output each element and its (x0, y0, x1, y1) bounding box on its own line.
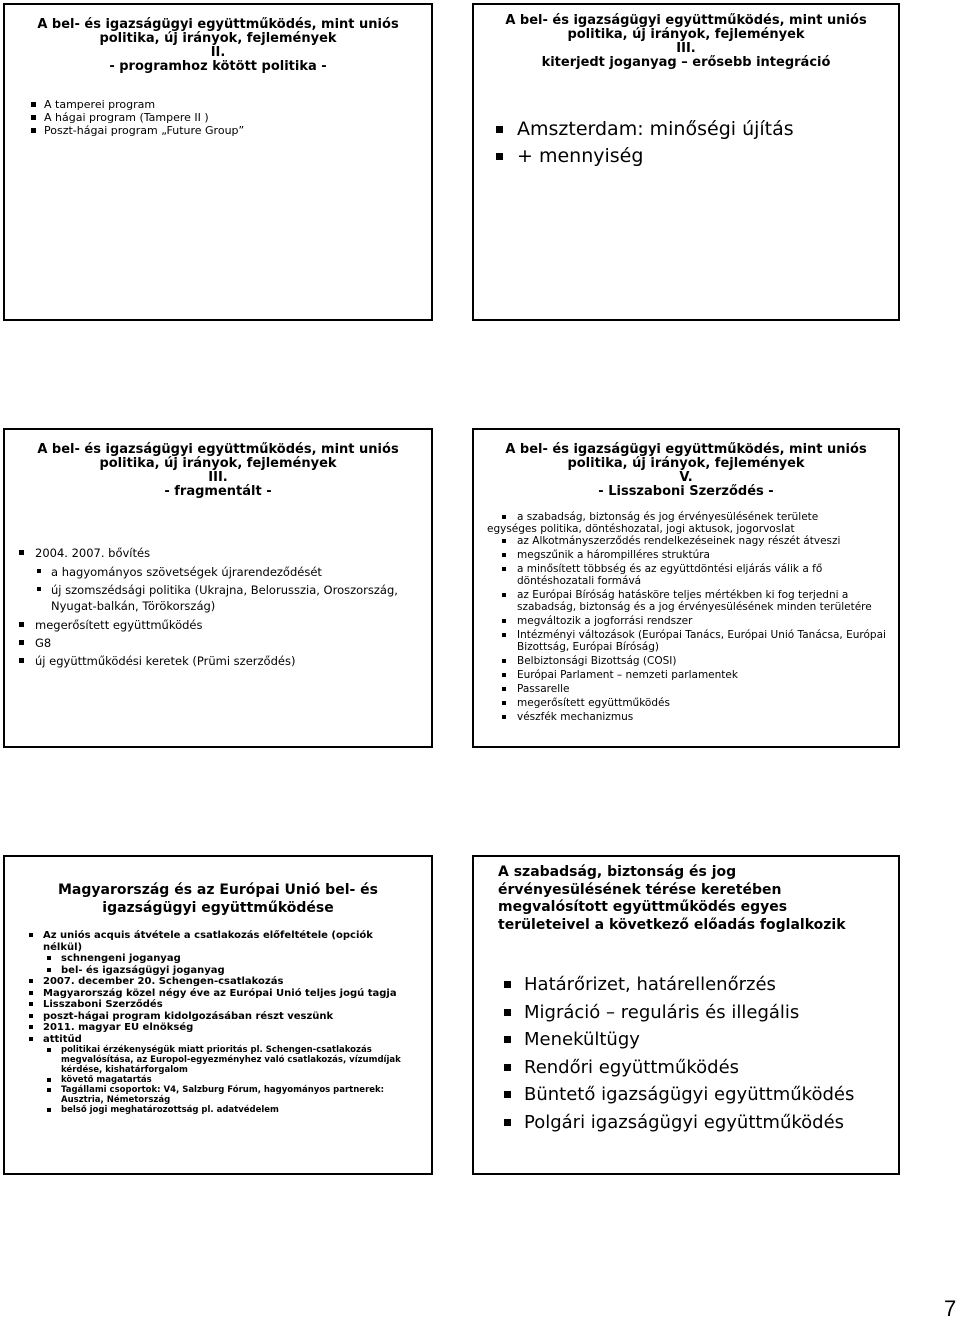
list-item: a szabadság, biztonság és jog érvényesülésének területe (502, 511, 886, 523)
list-item: G8 (19, 634, 431, 652)
slide-5 (3, 855, 433, 1175)
bullet-icon (502, 701, 506, 705)
bullet-icon (502, 687, 506, 691)
bullet-icon (502, 619, 506, 623)
slide-1 (3, 3, 433, 321)
bullet-icon (29, 1025, 33, 1029)
bullet-icon (31, 102, 36, 107)
slide-4-title: A bel- és igazságügyi együttműködés, mint uniós politika, új irányok, fejlemények V. - Lisszaboni Szerződés - (505, 442, 867, 499)
sub-list-item: a hagyományos szövetségek újrarendeződését (37, 564, 431, 580)
slide-6-heading: A szabadság, biztonság és jog érvényesülésének térése keretében megvalósított együttműködés egyes területeivel a következő előadás foglalkozik (498, 864, 846, 933)
bullet-icon (47, 1108, 51, 1112)
bullet-icon (31, 115, 36, 120)
slide-2-list (474, 116, 898, 170)
bullet-icon (47, 1078, 51, 1082)
bullet-icon (504, 1064, 511, 1071)
bullet-icon (504, 1036, 511, 1043)
bullet-icon (19, 658, 24, 663)
slide-4-list (502, 535, 886, 723)
list-item: Rendőri együttműködés (504, 1054, 898, 1082)
bullet-icon (19, 622, 24, 627)
bullet-icon (504, 1119, 511, 1126)
bullet-icon (19, 640, 24, 645)
slide-3-title: A bel- és igazságügyi együttműködés, mint uniós politika, új irányok, fejlemények III. - fragmentált - (37, 442, 399, 499)
slide-5-title: Magyarország és az Európai Unió bel- és igazságügyi együttműködése (57, 882, 379, 916)
list-item: Lisszaboni Szerződés (29, 999, 407, 1011)
list-item: A hágai program (Tampere II ) (31, 111, 431, 124)
sub-list-item: schnengeni joganyag (47, 953, 407, 965)
bullet-icon (19, 550, 24, 555)
bullet-icon (502, 659, 506, 663)
list-item: Büntető igazságügyi együttműködés (504, 1081, 898, 1109)
bullet-icon (502, 515, 506, 519)
sub-list-item: követő magatartás (47, 1075, 407, 1085)
list-item: Európai Parlament – nemzeti parlamentek (502, 669, 886, 681)
sub-list-item: új szomszédsági politika (Ukrajna, Belorusszia, Oroszország, Nyugat-balkán, Törökország) (37, 582, 431, 614)
list-item: Magyarország közel négy éve az Európai Unió teljes jogú tagja (29, 988, 407, 1000)
list-item: Polgári igazságügyi együttműködés (504, 1109, 898, 1137)
slide-3-list (5, 544, 431, 670)
list-item: a minősített többség és az együttdöntési eljárás válik a fő döntéshozatali formává (502, 563, 886, 587)
list-item: új együttműködési keretek (Prümi szerződés) (19, 652, 431, 670)
bullet-icon (502, 553, 506, 557)
bullet-icon (502, 567, 506, 571)
bullet-icon (504, 1009, 511, 1016)
continuation-text: egységes politika, döntéshozatal, jogi aktusok, jogorvoslat (487, 523, 795, 535)
list-item: megváltozik a jogforrási rendszer (502, 615, 886, 627)
list-item: az Európai Bíróság hatásköre teljes mértékben ki fog terjedni a szabadság, biztonság és a jog érvényesülésének minden területére (502, 589, 886, 613)
slide-3 (3, 428, 433, 748)
bullet-icon (29, 991, 33, 995)
bullet-icon (29, 1002, 33, 1006)
bullet-icon (47, 1048, 51, 1052)
sub-list (43, 1045, 407, 1115)
list-item: 2011. magyar EU elnökség (29, 1022, 407, 1034)
list-item: megszűnik a hárompilléres struktúra (502, 549, 886, 561)
sub-list (43, 953, 407, 976)
slide-2 (472, 3, 900, 321)
sub-list-item: Tagállami csoportok: V4, Salzburg Fórum, hagyományos partnerek: Ausztria, Németország (47, 1085, 407, 1105)
list-item: Amszterdam: minőségi újítás (496, 116, 898, 143)
bullet-icon (29, 1037, 33, 1041)
bullet-icon (37, 569, 41, 573)
bullet-icon (37, 587, 41, 591)
bullet-icon (504, 981, 511, 988)
list-item: Migráció – reguláris és illegális (504, 999, 898, 1027)
bullet-icon (502, 673, 506, 677)
bullet-icon (502, 633, 506, 637)
list-item: Belbiztonsági Bizottság (COSI) (502, 655, 886, 667)
list-item: megerősített együttműködés (502, 697, 886, 709)
list-item: Határőrizet, határellenőrzés (504, 971, 898, 999)
sub-list-item: belső jogi meghatározottság pl. adatvédelem (47, 1105, 407, 1115)
list-item: megerősített együttműködés (19, 616, 431, 634)
bullet-icon (496, 153, 503, 160)
sub-list (35, 564, 431, 614)
bullet-icon (502, 539, 506, 543)
page-number: 7 (944, 1296, 957, 1321)
bullet-icon (496, 126, 503, 133)
list-item: az Alkotmányszerződés rendelkezéseinek nagy részét átveszi (502, 535, 886, 547)
slide-5-list (5, 930, 431, 1115)
slide-4 (472, 428, 900, 748)
bullet-icon (31, 128, 36, 133)
slide-4-content (474, 511, 898, 723)
slide-6-list (474, 971, 898, 1136)
list-item: poszt-hágai program kidolgozásában részt veszünk (29, 1011, 407, 1023)
sub-list-item: politikai érzékenységük miatt prioritás pl. Schengen-csatlakozás megvalósítása, az Europol-egyezményhez való csatlakozás, vízumdíjak kérdése, kishatárforgalom (47, 1045, 407, 1075)
slide-2-title: A bel- és igazságügyi együttműködés, mint uniós politika, új irányok, fejlemények III. kiterjedt joganyag – erősebb integráció (505, 13, 867, 70)
bullet-icon (502, 593, 506, 597)
bullet-icon (29, 933, 33, 937)
list-item: attitűd politikai érzékenységük miatt prioritás pl. Schengen-csatlakozás megvalósítása, az Europol-egyezményhez való csatlakozás, vízumdíjak kérdése, kishatárforgalom követő magatartás Tagállami csoportok: V4, Salzburg Fórum, hagyományos partnerek: Ausztria, Németország belső jogi meghatározottság pl. adatvédelem (29, 1034, 407, 1116)
list-item: 2004. 2007. bővítés a hagyományos szövetségek újrarendeződését új szomszédsági politika (Ukrajna, Belorusszia, Oroszország, Nyugat-balkán, Törökország) (19, 544, 431, 614)
list-item: Poszt-hágai program „Future Group” (31, 124, 431, 137)
bullet-icon (502, 715, 506, 719)
list-item: 2007. december 20. Schengen-csatlakozás (29, 976, 407, 988)
bullet-icon (47, 968, 51, 972)
bullet-icon (504, 1091, 511, 1098)
bullet-icon (47, 1088, 51, 1092)
slide-6 (472, 855, 900, 1175)
slide-1-list (5, 98, 431, 137)
sub-list-item: bel- és igazságügyi joganyag (47, 965, 407, 977)
bullet-icon (29, 1014, 33, 1018)
list-item: A tamperei program (31, 98, 431, 111)
bullet-icon (29, 979, 33, 983)
list-item: Intézményi változások (Európai Tanács, Európai Unió Tanácsa, Európai Bizottság, Európai Bíróság) (502, 629, 886, 653)
bullet-icon (47, 956, 51, 960)
list-item: Az uniós acquis átvétele a csatlakozás előfeltétele (opciók nélkül) schnengeni joganyag bel- és igazságügyi joganyag (29, 930, 407, 976)
slide-1-title: A bel- és igazságügyi együttműködés, mint uniós politika, új irányok, fejlemények II. - programhoz kötött politika - (37, 17, 399, 74)
list-item: + mennyiség (496, 143, 898, 170)
list-item: vészfék mechanizmus (502, 711, 886, 723)
list-item: Passarelle (502, 683, 886, 695)
list-item: Menekültügy (504, 1026, 898, 1054)
